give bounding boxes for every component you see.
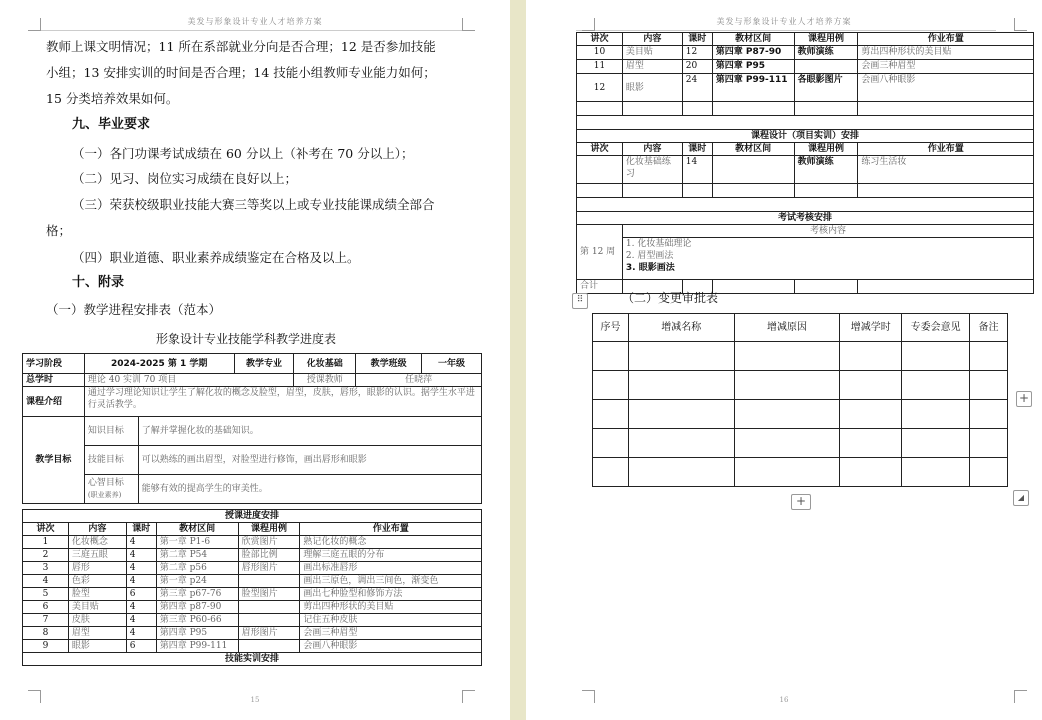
table-cell: 20 (682, 60, 712, 74)
table-cell: 教师演练 (794, 156, 858, 184)
column-header: 教材区间 (156, 523, 238, 536)
table-row-empty (593, 429, 1008, 458)
change-column-header: 增减学时 (840, 314, 902, 342)
table-row-empty (593, 371, 1008, 400)
table-row (23, 562, 482, 575)
table-cell: 4 (126, 627, 156, 640)
table-cell: 画出标准唇形 (300, 562, 482, 575)
table-cell: 美目贴 (68, 601, 126, 614)
table-cell: 教师演练 (794, 46, 858, 60)
appendix-subheading: （一）教学进程安排表（范本） (46, 302, 222, 317)
table-cell: 8 (23, 627, 69, 640)
table-cell: 5 (23, 588, 69, 601)
table-cell: 色彩 (68, 575, 126, 588)
table-cell: 会画三种眉型 (858, 60, 1034, 74)
table-cell: 理解三庭五眼的分布 (300, 549, 482, 562)
change-column-header: 序号 (593, 314, 629, 342)
column-header: 讲次 (577, 143, 623, 156)
change-approval-table (592, 313, 1008, 487)
table-cell: 美目贴 (622, 46, 682, 60)
requirement-line: （二）见习、岗位实习成绩在良好以上； (72, 171, 298, 186)
section-heading: 十、附录 (72, 275, 125, 290)
table-cell: 4 (126, 549, 156, 562)
table-cell: 24 (682, 74, 712, 102)
table-cell: 第二章 p56 (156, 562, 238, 575)
table-cell: 化妆概念 (68, 536, 126, 549)
exam-item: 3. 眼影画法 (625, 263, 675, 273)
requirement-line: 格； (46, 223, 72, 238)
goal-name-text: 心智目标 (87, 478, 124, 488)
table-cell: 第三章 P60-66 (156, 614, 238, 627)
requirement-line: （一）各门功课考试成绩在 60 分以上（补考在 70 分以上）； (72, 146, 414, 161)
margin-corner-mark (1014, 18, 1027, 31)
column-header: 教材区间 (712, 143, 794, 156)
table-cell: 熟记化妆的概念 (300, 536, 482, 549)
column-header: 作业布置 (300, 523, 482, 536)
add-column-button[interactable]: + (1016, 391, 1032, 407)
schedule-table-continued (576, 32, 1034, 294)
hours-label: 总学时 (23, 374, 85, 387)
stage-value: 2024-2025 第 1 学期 (84, 354, 234, 374)
table-cell (577, 156, 623, 184)
table-cell: 唇形 (68, 562, 126, 575)
table-resize-handle-icon[interactable]: ◢ (1013, 490, 1029, 506)
schedule-table (22, 509, 482, 666)
table-cell: 记住五种皮肤 (300, 614, 482, 627)
table-cell: 欣赏图片 (238, 536, 300, 549)
table-cell: 第四章 P99-111 (712, 74, 794, 102)
table-cell: 第四章 p87-90 (156, 601, 238, 614)
table-cell: 眼影 (68, 640, 126, 653)
goal-value: 可以熟练的画出眉型，对脸型进行修饰，画出唇形和眼影 (138, 446, 481, 475)
table-cell (712, 156, 794, 184)
intro-value: 通过学习理论知识让学生了解化妆的概念及脸型，眉型，皮肤，唇形，眼影的认识。据学生水平进行灵活教学。 (84, 387, 481, 417)
margin-corner-mark (28, 18, 41, 31)
table-cell: 14 (682, 156, 712, 184)
table-cell: 4 (126, 562, 156, 575)
table-cell: 第四章 P95 (156, 627, 238, 640)
table-row (23, 601, 482, 614)
requirement-line: （三）荣获校级职业技能大赛三等奖以上或专业技能课成绩全部合 (72, 197, 435, 212)
column-header: 作业布置 (858, 33, 1034, 46)
table-cell: 唇形图片 (238, 562, 300, 575)
table-cell: 剪出四种形状的美目贴 (300, 601, 482, 614)
table-row (23, 536, 482, 549)
column-header: 课程用例 (238, 523, 300, 536)
table-row (577, 60, 1034, 74)
table-row (23, 575, 482, 588)
goal-value: 了解并掌握化妆的基础知识。 (138, 417, 481, 446)
goal-value: 能够有效的提高学生的审美性。 (138, 475, 481, 504)
table-cell: 第四章 P95 (712, 60, 794, 74)
change-column-header: 专委会意见 (902, 314, 970, 342)
table-title: 形象设计专业技能学科教学进度表 (156, 332, 337, 346)
column-header: 课时 (682, 143, 712, 156)
page-16 (526, 0, 1042, 720)
paragraph-line: 15 分类培养效果如何。 (46, 91, 179, 106)
table-row (23, 549, 482, 562)
table-cell: 第三章 p67-76 (156, 588, 238, 601)
table-cell: 1 (23, 536, 69, 549)
exam-content-label: 考核内容 (622, 225, 1033, 238)
table-row (23, 640, 482, 653)
table-row-empty (593, 400, 1008, 429)
table-cell: 脸型 (68, 588, 126, 601)
table-cell: 画出三原色，调出三间色，渐变色 (300, 575, 482, 588)
project-title: 课程设计（项目实训）安排 (577, 130, 1034, 143)
table-cell: 3 (23, 562, 69, 575)
column-header: 内容 (622, 143, 682, 156)
table-cell: 会画八种眼影 (300, 640, 482, 653)
table-cell (794, 60, 858, 74)
table-cell: 12 (577, 74, 623, 102)
table-cell: 脸型图片 (238, 588, 300, 601)
footer-row: 技能实训安排 (23, 653, 482, 666)
table-row-empty (577, 102, 1034, 116)
table-cell: 4 (126, 601, 156, 614)
page-number: 15 (250, 696, 260, 704)
column-header: 课时 (682, 33, 712, 46)
table-row (577, 46, 1034, 60)
goal-label: 教学目标 (23, 417, 85, 504)
exam-week: 第 12 周 (577, 225, 623, 280)
table-cell: 6 (23, 601, 69, 614)
page-gutter (510, 0, 526, 720)
change-column-header: 增减原因 (734, 314, 840, 342)
table-cell: 第四章 P87-90 (712, 46, 794, 60)
major-label: 教学专业 (234, 354, 294, 374)
table-cell: 第一章 P1-6 (156, 536, 238, 549)
column-header: 课程用例 (794, 143, 858, 156)
page-header: 美发与形象设计专业人才培养方案 (187, 17, 323, 26)
table-cell: 4 (126, 614, 156, 627)
column-header: 教材区间 (712, 33, 794, 46)
table-row (23, 614, 482, 627)
section-heading: 九、毕业要求 (72, 117, 151, 132)
table-cell: 12 (682, 46, 712, 60)
exam-title: 考试考核安排 (577, 212, 1034, 225)
table-cell: 7 (23, 614, 69, 627)
table-cell: 化妆基础练习 (622, 156, 682, 184)
table-cell: 6 (126, 588, 156, 601)
hours-value: 理论 40 实训 70 项目 (84, 374, 294, 387)
paragraph-line: 教师上课文明情况；11 所在系部就业分向是否合理；12 是否参加技能 (46, 39, 436, 54)
schedule-title: 授课进度安排 (23, 510, 482, 523)
table-cell (238, 640, 300, 653)
total-label: 合计 (577, 280, 623, 294)
table-cell: 各眼影图片 (794, 74, 858, 102)
table-row-empty (593, 458, 1008, 487)
table-row-empty (593, 342, 1008, 371)
table-row (23, 588, 482, 601)
table-cell (238, 614, 300, 627)
grade-value: 一年级 (422, 354, 482, 374)
table-cell: 第四章 P99-111 (156, 640, 238, 653)
intro-label: 课程介绍 (23, 387, 85, 417)
table-cell: 眉形图片 (238, 627, 300, 640)
header-rule (576, 30, 996, 31)
table-cell: 画出七种脸型和修饰方法 (300, 588, 482, 601)
page-number: 16 (779, 696, 789, 704)
table-cell (238, 601, 300, 614)
table-cell: 10 (577, 46, 623, 60)
goal-name: 知识目标 (84, 417, 138, 446)
table-cell: 皮肤 (68, 614, 126, 627)
table-cell: 练习生活妆 (858, 156, 1034, 184)
column-header: 内容 (622, 33, 682, 46)
table-cell: 三庭五眼 (68, 549, 126, 562)
table-cell: 4 (126, 536, 156, 549)
table-row-empty (577, 184, 1034, 198)
requirement-line: （四）职业道德、职业素养成绩鉴定在合格及以上。 (72, 250, 360, 265)
change-column-header: 增减名称 (628, 314, 734, 342)
column-header: 讲次 (577, 33, 623, 46)
table-row (23, 627, 482, 640)
table-row (577, 156, 1034, 184)
add-row-button[interactable]: + (791, 494, 811, 510)
grade-label: 教学班级 (356, 354, 422, 374)
change-column-header: 备注 (970, 314, 1008, 342)
goal-name-sub: (职业素养) (87, 491, 122, 499)
table-row (577, 74, 1034, 102)
table-cell: 会画八种眼影 (858, 74, 1034, 102)
change-title: （二）变更审批表 (622, 291, 719, 305)
exam-item: 2. 眉型画法 (625, 251, 674, 261)
exam-item: 1. 化妆基础理论 (625, 239, 692, 249)
column-header: 讲次 (23, 523, 69, 536)
goal-name (84, 475, 138, 504)
margin-corner-mark (582, 18, 595, 31)
page-header: 美发与形象设计专业人才培养方案 (716, 17, 852, 26)
page-15 (0, 0, 510, 720)
table-move-handle-icon[interactable]: ⠿ (572, 293, 588, 309)
table-cell: 第二章 P54 (156, 549, 238, 562)
table-cell: 会画三种眉型 (300, 627, 482, 640)
table-cell: 9 (23, 640, 69, 653)
table-cell: 4 (126, 575, 156, 588)
column-header: 作业布置 (858, 143, 1034, 156)
table-cell: 2 (23, 549, 69, 562)
info-table (22, 353, 482, 504)
header-rule (40, 30, 470, 31)
column-header: 课时 (126, 523, 156, 536)
table-cell: 脸部比例 (238, 549, 300, 562)
column-header: 内容 (68, 523, 126, 536)
goal-name: 技能目标 (84, 446, 138, 475)
table-cell: 4 (23, 575, 69, 588)
teacher-label: 授课教师 (294, 374, 356, 387)
table-cell: 6 (126, 640, 156, 653)
margin-corner-mark (462, 18, 475, 31)
table-cell: 眉型 (68, 627, 126, 640)
major-value: 化妆基础 (294, 354, 356, 374)
paragraph-line: 小组；13 安排实训的时间是否合理；14 技能小组教师专业能力如何； (46, 65, 436, 80)
table-cell: 眉型 (622, 60, 682, 74)
column-header: 课程用例 (794, 33, 858, 46)
stage-label: 学习阶段 (23, 354, 85, 374)
table-cell: 11 (577, 60, 623, 74)
table-cell: 剪出四种形状的美目贴 (858, 46, 1034, 60)
table-cell: 眼影 (622, 74, 682, 102)
table-cell (238, 575, 300, 588)
teacher-value: 任晓萍 (356, 374, 482, 387)
table-cell: 第一章 p24 (156, 575, 238, 588)
